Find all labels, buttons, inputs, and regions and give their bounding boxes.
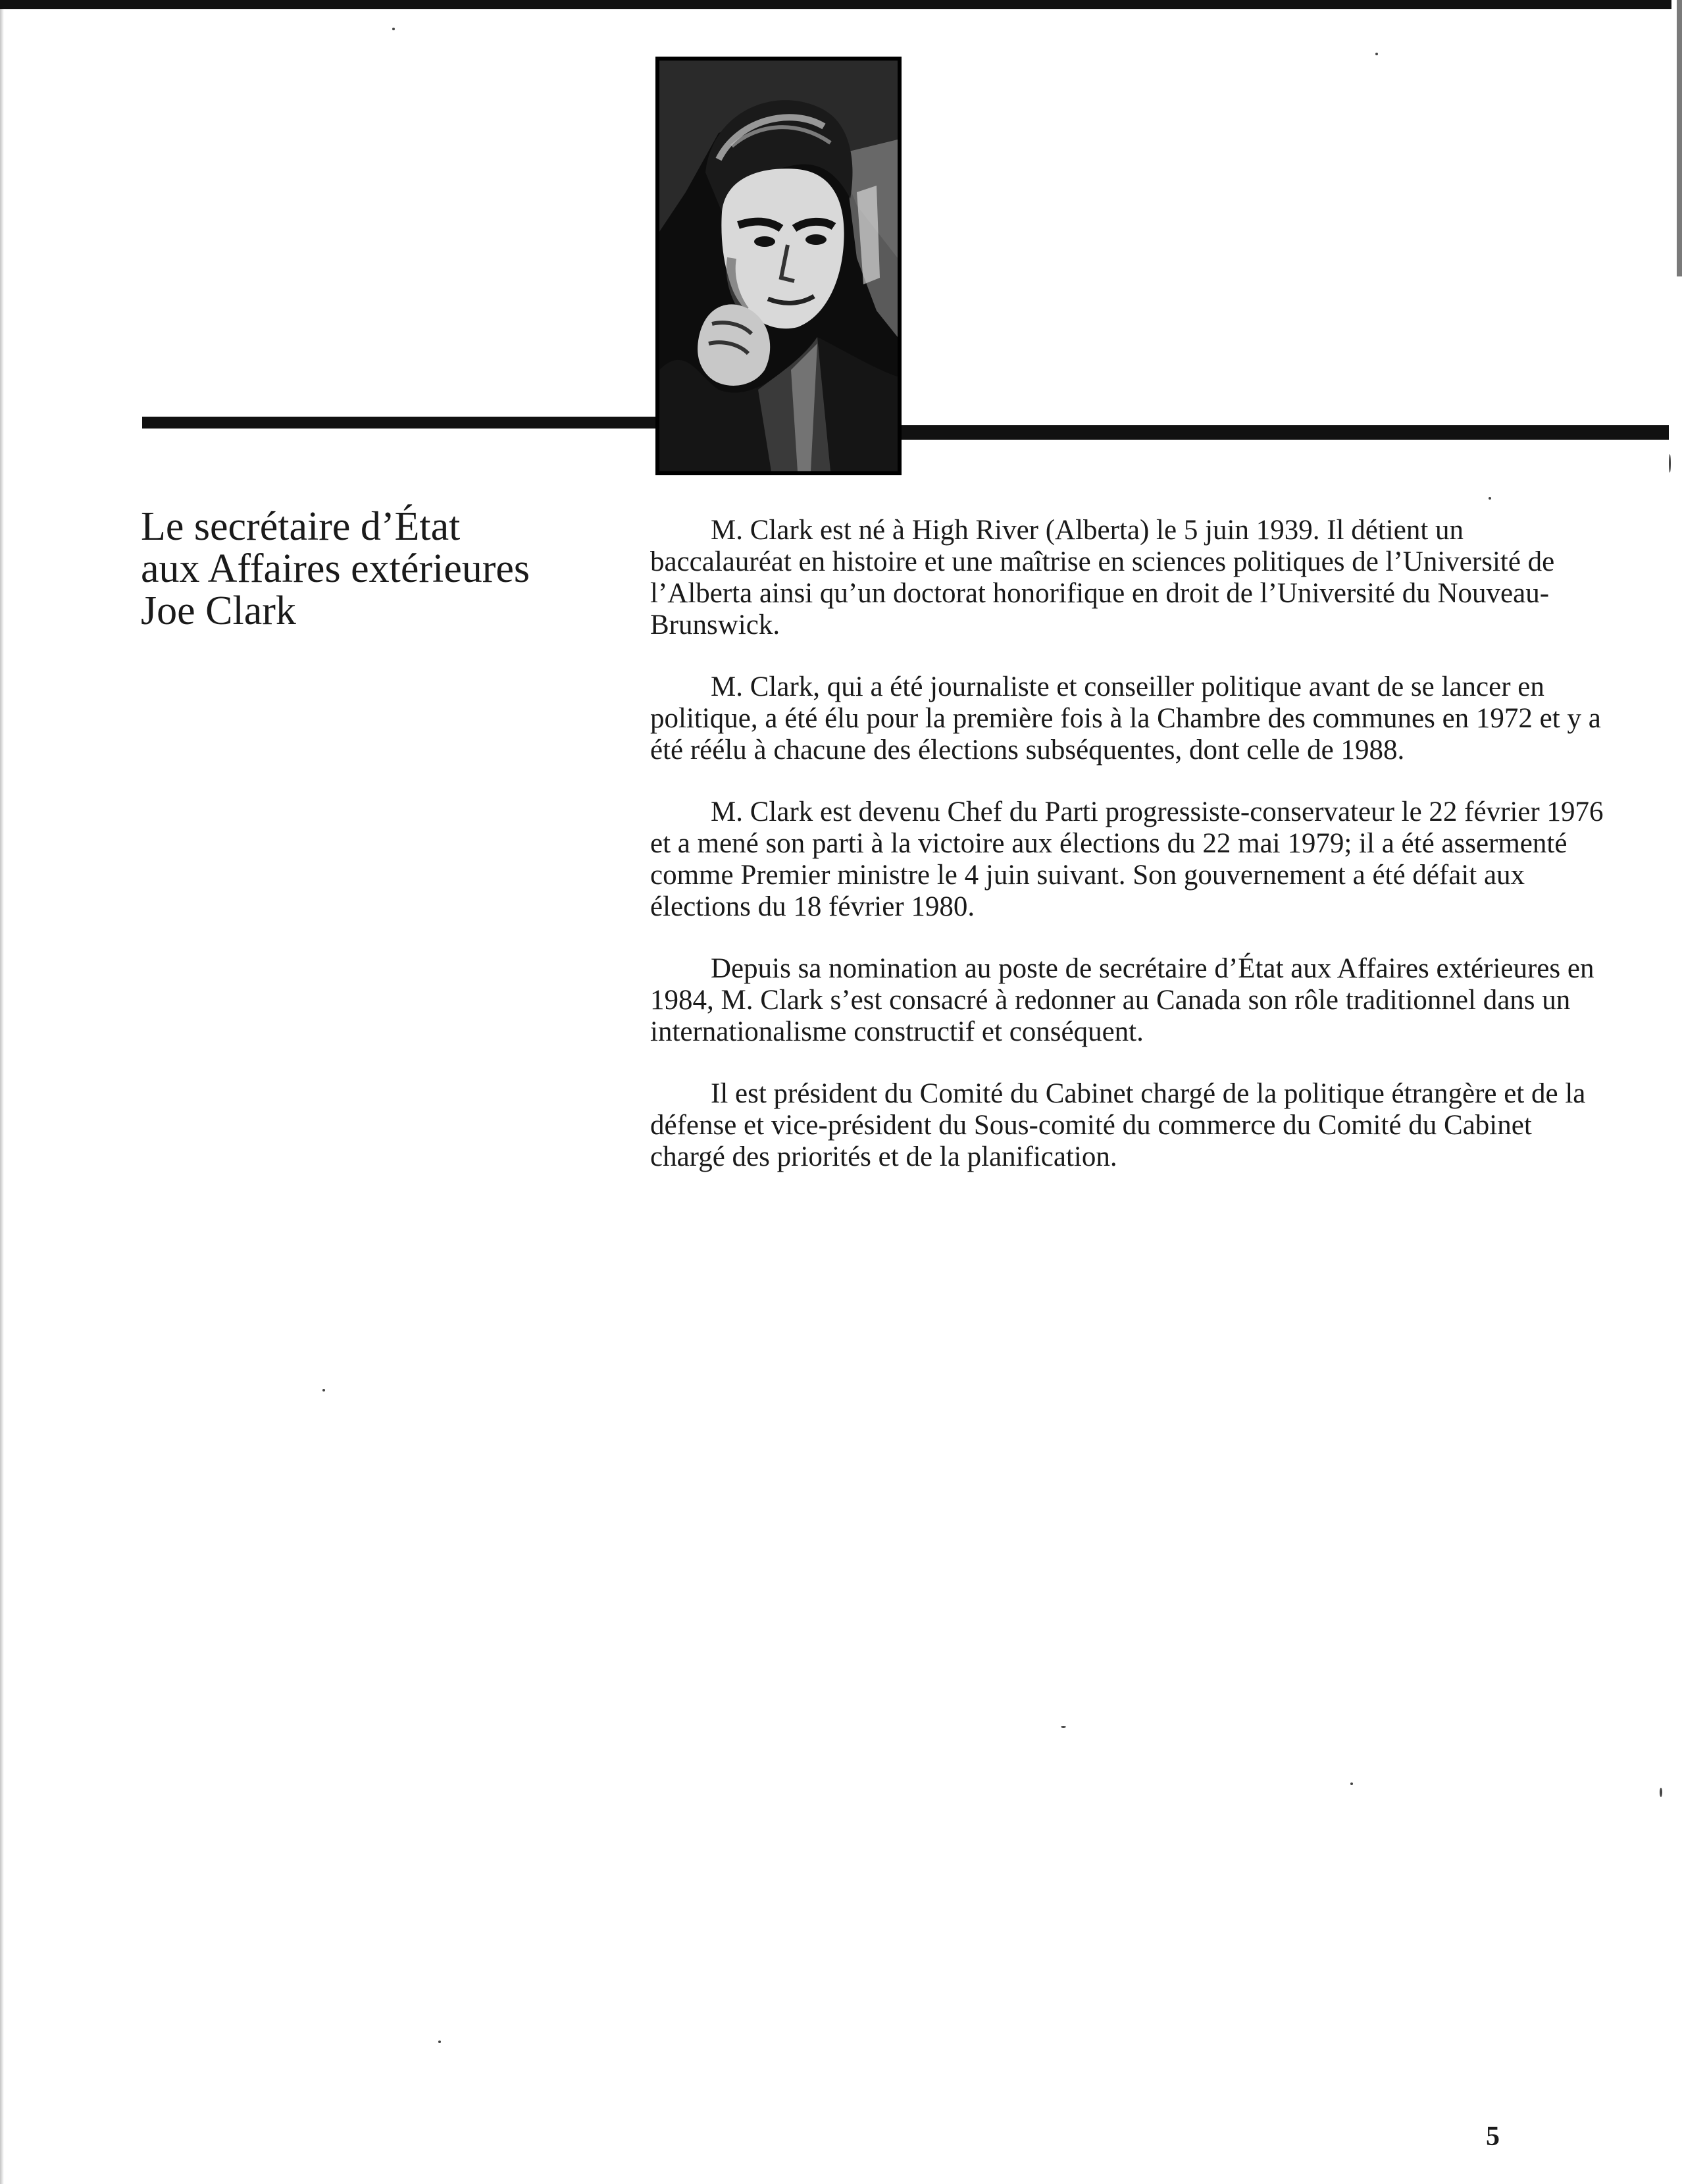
top-border-rule [0,0,1671,9]
scan-speck [1375,53,1378,55]
scan-speck [1489,497,1491,500]
scan-speck [1061,1726,1066,1728]
heading-line-3: Joe Clark [141,588,296,633]
paragraph-political-career: M. Clark, qui a été journaliste et conseiller politique avant de se lancer en politique, a été élu pour la première fois à la Chambre des communes en 1972 et y a été réélu à chacune des élections subséquentes, dont celle de 1988. [650,671,1601,766]
portrait-image [659,61,898,471]
horizontal-rule-right [902,425,1669,440]
portrait-photo [655,57,902,475]
scan-speck [322,1389,325,1391]
scan-speck [392,28,395,30]
scan-speck [438,2041,441,2043]
paragraph-external-affairs: Depuis sa nomination au poste de secrétaire d’État aux Affaires extérieures en 1984, M. Clark s’est consacré à redonner au Canada son rôle traditionnel dans un internationalisme constructif et conséquent. [650,953,1594,1047]
paragraph-committees: Il est président du Comité du Cabinet chargé de la politique étrangère et de la défense et vice-président du Sous-comité du commerce du Comité du Cabinet chargé des priorités et de la planification. [650,1078,1586,1172]
heading-line-2: aux Affaires extérieures [141,546,530,591]
scan-left-edge [0,0,4,2184]
scan-right-edge [1677,0,1682,276]
heading-line-1: Le secrétaire d’État [141,504,461,549]
page-heading [141,506,641,632]
horizontal-rule-left [142,417,655,429]
biography-text [650,515,1611,1203]
scan-speck [1660,1788,1662,1797]
scan-speck [1350,1782,1353,1785]
scan-speck [1669,454,1671,473]
paragraph-birth-education: M. Clark est né à High River (Alberta) le 5 juin 1939. Il détient un baccalauréat en histoire et une maîtrise en sciences politiques de l’Université de l’Alberta ainsi qu’un doctorat honorifique en droit de l’Université du Nouveau-Brunswick. [650,515,1555,640]
page-number: 5 [1486,2121,1500,2152]
paragraph-party-leadership: M. Clark est devenu Chef du Parti progressiste-conservateur le 22 février 1976 et a mené son parti à la victoire aux élections du 22 mai 1979; il a été assermenté comme Premier ministre le 4 juin suivant. Son gouvernement a été défait aux élections du 18 février 1980. [650,796,1604,922]
